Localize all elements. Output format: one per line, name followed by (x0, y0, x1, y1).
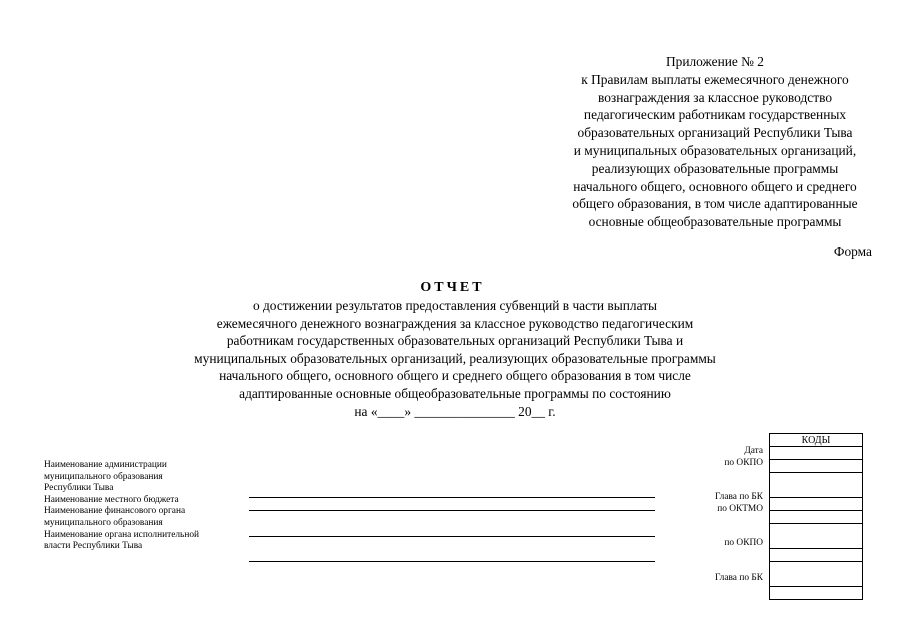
label-line: Наименование администрации (44, 460, 167, 470)
appendix-line: основные общеобразовательные программы (588, 214, 842, 230)
code-cell[interactable] (770, 562, 863, 575)
code-cell[interactable] (770, 485, 863, 498)
code-cell-okpo[interactable] (770, 460, 863, 473)
code-cell-glava-bk[interactable] (770, 498, 863, 511)
appendix-line: вознаграждения за классное руководство (597, 89, 833, 105)
label-line: Наименование финансового органа (44, 506, 186, 517)
code-label: по ОКПО (724, 457, 763, 468)
code-cell[interactable] (770, 524, 863, 537)
left-labels (44, 460, 199, 553)
code-cell-okpo-2[interactable] (770, 549, 863, 562)
codes-table (769, 433, 863, 600)
code-label: Глава по БК (714, 492, 763, 502)
appendix-line: образовательных организаций Республики Тыва (577, 125, 853, 141)
appendix-line: начального общего, основного общего и среднего (573, 178, 857, 194)
form-label: Форма (833, 244, 872, 259)
fill-line-administration[interactable] (249, 497, 655, 498)
label-line: муниципального образования (44, 517, 163, 528)
code-label (715, 469, 763, 481)
code-label: Глава по БК (714, 572, 763, 583)
code-label (715, 550, 763, 562)
subtitle-line: муниципальных образовательных организаций, реализующих образовательные программы (194, 350, 716, 366)
label-line: власти Республики Тыва (44, 541, 143, 552)
appendix-line: к Правилам выплаты ежемесячного денежного (581, 71, 849, 87)
subtitle-line: о достижении результатов предоставления субвенций в части выплаты (252, 298, 658, 313)
code-cell-oktmo[interactable] (770, 511, 863, 524)
report-title: ОТЧЕТ (420, 280, 485, 295)
right-labels (715, 446, 763, 584)
appendix-block (530, 53, 900, 231)
subtitle-line: работникам государственных образовательных организаций Республики Тыва и (226, 333, 684, 349)
subtitle-line: адаптированные основные общеобразовательные программы по состоянию (239, 385, 671, 401)
label-line: Республики Тыва (44, 483, 114, 494)
appendix-line: общего образования, в том числе адаптированные (572, 196, 858, 212)
code-cell-date[interactable] (770, 447, 863, 460)
code-cell[interactable] (770, 473, 863, 486)
subtitle-date-line: на «____» _______________ 20__ г. (354, 403, 556, 419)
subtitle-line: начального общего, основного общего и среднего общего образования в том числе (219, 368, 691, 384)
code-label: Дата (744, 446, 763, 456)
code-label (715, 561, 763, 573)
code-label (715, 481, 763, 493)
fill-line-financial-organ[interactable] (249, 536, 655, 537)
code-label: по ОКТМО (717, 503, 763, 514)
code-cell[interactable] (770, 574, 863, 587)
label-line: Наименование органа исполнительной (44, 529, 200, 540)
code-cell[interactable] (770, 536, 863, 549)
codes-header: КОДЫ (770, 434, 863, 447)
appendix-line: и муниципальных образовательных организаций, (573, 142, 857, 158)
fill-line-executive-organ[interactable] (249, 561, 655, 562)
code-label: по ОКПО (724, 538, 763, 548)
label-line: Наименование местного бюджета (44, 494, 179, 505)
code-label (715, 527, 763, 539)
code-cell-glava-bk-2[interactable] (770, 587, 863, 600)
appendix-line: педагогическим работникам государственных (583, 107, 847, 123)
code-label (715, 515, 763, 527)
fill-line-budget[interactable] (249, 510, 655, 511)
appendix-line: Приложение № 2 (665, 54, 765, 69)
report-subtitle (150, 297, 760, 420)
label-line: муниципального образования (44, 471, 163, 482)
subtitle-line: ежемесячного денежного вознаграждения за классное руководство педагогическим (216, 315, 694, 331)
appendix-line: реализующих образовательные программы (591, 160, 839, 176)
